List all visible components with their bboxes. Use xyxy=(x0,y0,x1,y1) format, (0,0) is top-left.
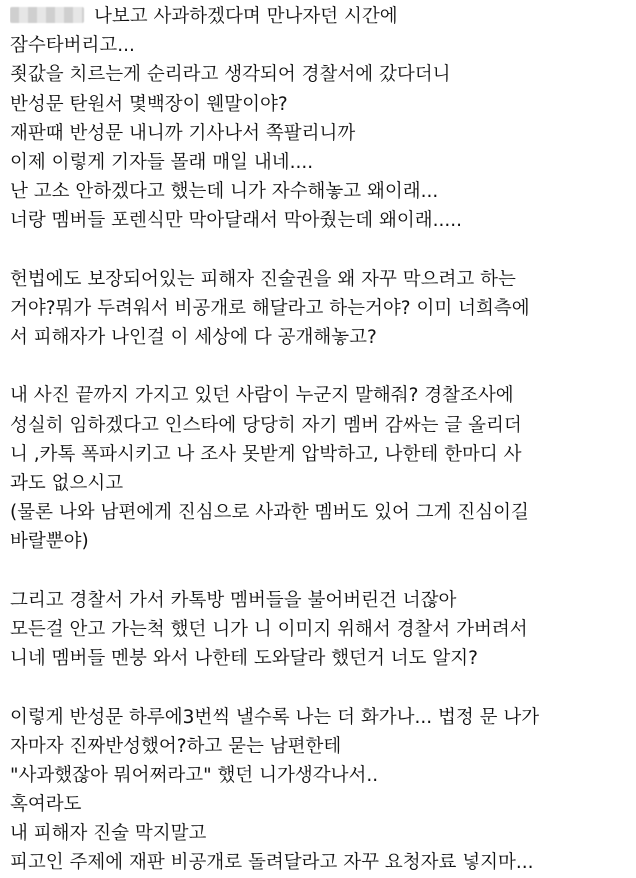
text-line: 모든걸 안고 가는척 했던 니가 니 이미지 위해서 경찰서 가버려서 xyxy=(10,618,528,640)
redacted-name xyxy=(10,7,84,23)
paragraph-gap xyxy=(10,557,626,586)
text-line: 니네 멤버들 멘붕 와서 나한테 도와달라 했던거 너도 알지? xyxy=(10,648,478,670)
text-line: 그리고 경찰서 가서 카톡방 멤버들을 불어버린건 너잖아 xyxy=(10,589,457,611)
text-line: 혹여라도 xyxy=(10,794,82,816)
text-line: 이제 이렇게 기자들 몰래 매일 내네.... xyxy=(10,151,314,173)
text-line: 바랄뿐야) xyxy=(10,531,89,553)
paragraph-gap xyxy=(10,352,626,381)
text-line: "사과했잖아 뭐어쩌라고" 했던 니가생각나서.. xyxy=(10,764,379,786)
text-line: 자마자 진짜반성했어?하고 묻는 남편한테 xyxy=(10,735,342,757)
text-line xyxy=(10,2,626,31)
text-line: 거야?뭐가 두려워서 비공개로 해달라고 하는거야? 이미 너희측에 xyxy=(10,297,530,319)
text-line: 성실히 임하겠다고 인스타에 당당히 자기 멤버 감싸는 글 올리더 xyxy=(10,414,522,436)
paragraph-gap xyxy=(10,236,626,265)
text-line: 피고인 주제에 재판 비공개로 돌려달라고 자꾸 요청자료 넣지마... xyxy=(10,852,534,874)
text-line: 반성문 탄원서 몇백장이 웬말이야? xyxy=(10,93,288,115)
text-line-content: 나보고 사과하겠다며 만나자던 시간에 xyxy=(94,6,398,27)
text-line: 내 사진 끝까지 가지고 있던 사람이 누군지 말해줘? 경찰조사에 xyxy=(10,385,514,407)
text-line: 헌법에도 보장되어있는 피해자 진술권을 왜 자꾸 막으려고 하는 xyxy=(10,268,516,290)
text-line: 난 고소 안하겠다고 했는데 니가 자수해놓고 왜이래... xyxy=(10,181,439,203)
paragraph-gap xyxy=(10,673,626,702)
text-line: 너랑 멤버들 포렌식만 막아달래서 막아줬는데 왜이래..... xyxy=(10,210,462,232)
text-line: 죗값을 치르는게 순리라고 생각되어 경찰서에 갔다더니 xyxy=(10,64,451,86)
text-line: 서 피해자가 나인걸 이 세상에 다 공개해놓고? xyxy=(10,327,377,349)
text-line: 잠수타버리고... xyxy=(10,35,135,57)
text-line: 니 ,카톡 폭파시키고 나 조사 못받게 압박하고, 나한테 한마디 사 xyxy=(10,443,522,465)
text-line: 내 피해자 진술 막지말고 xyxy=(10,823,207,845)
text-line: 재판때 반성문 내니까 기사나서 쪽팔리니까 xyxy=(10,122,356,144)
text-line: (물론 나와 남편에게 진심으로 사과한 멤버도 있어 그게 진심이길 xyxy=(10,502,529,524)
text-line: 이렇게 반성문 하루에3번씩 낼수록 나는 더 화가나... 법정 문 나가 xyxy=(10,706,540,728)
text-line: 과도 없으시고 xyxy=(10,473,124,494)
